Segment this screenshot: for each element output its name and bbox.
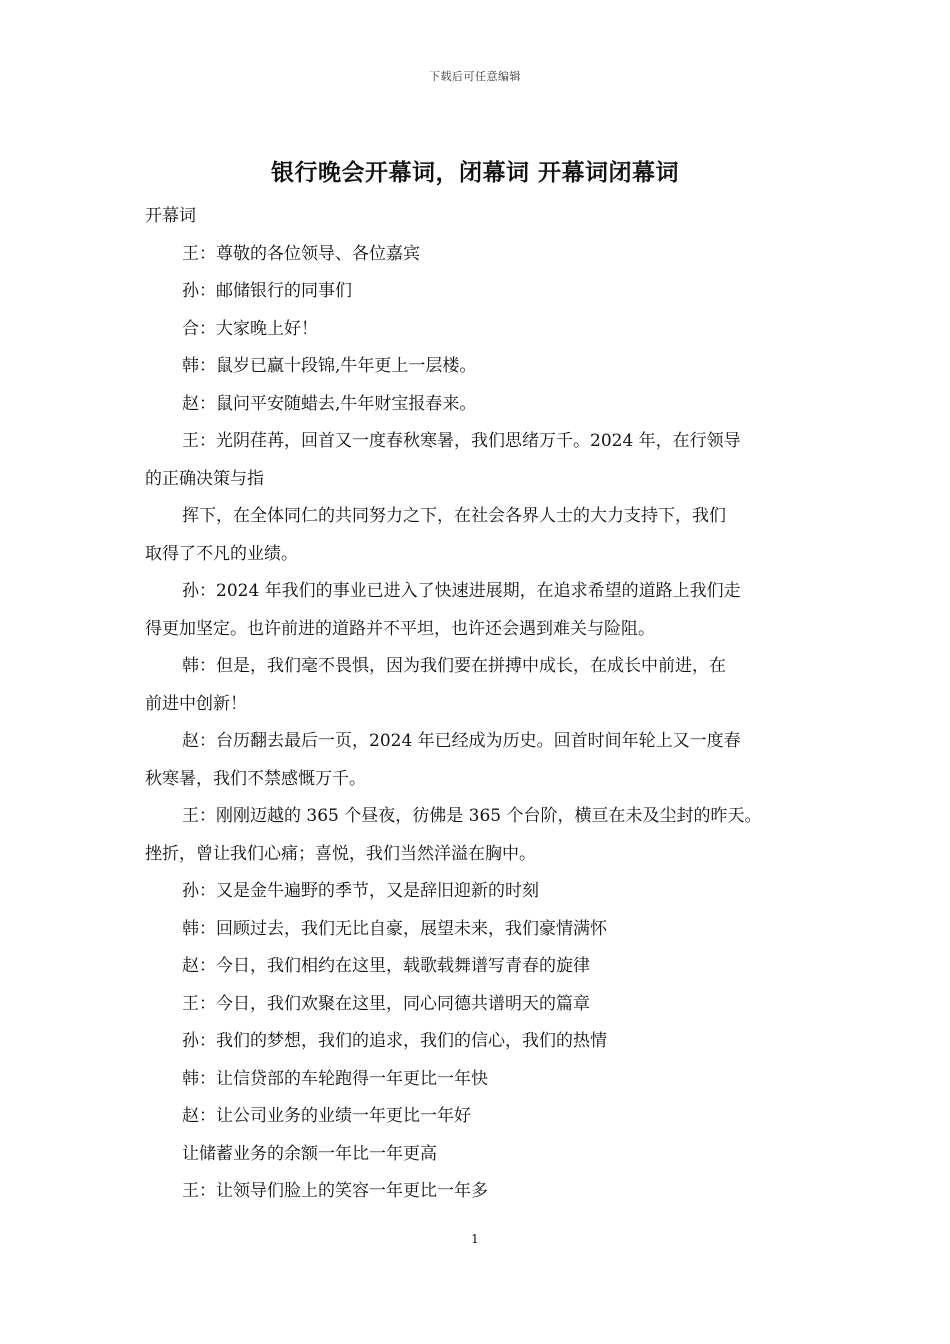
document-title: 银行晚会开幕词，闭幕词 开幕词闭幕词 xyxy=(270,159,679,186)
paragraph-line: 孙：2024 年我们的事业已进入了快速进展期，在追求希望的道路上我们走 xyxy=(182,581,741,601)
paragraph-line: 秋寒暑，我们不禁感慨万千。 xyxy=(145,768,366,789)
paragraph-line: 挥下，在全体同仁的共同努力之下，在社会各界人士的大力支持下，我们 xyxy=(182,506,726,526)
paragraph-line: 韩：让信贷部的车轮跑得一年更比一年快 xyxy=(182,1068,488,1089)
page-header: 下载后可任意编辑 xyxy=(429,70,521,83)
paragraph-line: 王：刚刚迈越的 365 个昼夜，彷佛是 365 个台阶，横亘在未及尘封的昨天。 xyxy=(182,806,762,826)
paragraph-line: 赵：让公司业务的业绩一年更比一年好 xyxy=(182,1106,471,1126)
paragraph-line: 王：今日，我们欢聚在这里，同心同德共谱明天的篇章 xyxy=(182,993,590,1014)
paragraph-line: 挫折，曾让我们心痛；喜悦，我们当然洋溢在胸中。 xyxy=(145,843,536,864)
paragraph-line: 王：尊敬的各位领导、各位嘉宾 xyxy=(182,243,420,264)
page-number: 1 xyxy=(471,1232,479,1246)
paragraph-line: 赵：台历翻去最后一页，2024 年已经成为历史。回首时间年轮上又一度春 xyxy=(182,731,741,751)
paragraph-line: 取得了不凡的业绩。 xyxy=(145,543,298,564)
paragraph-line: 孙：又是金牛遍野的季节，又是辞旧迎新的时刻 xyxy=(182,881,539,901)
paragraph-line: 赵：鼠问平安随蜡去,牛年财宝报春来。 xyxy=(182,393,477,414)
paragraph-line: 韩：回顾过去，我们无比自豪，展望未来，我们豪情满怀 xyxy=(182,918,607,939)
paragraph-line: 前进中创新！ xyxy=(145,693,247,714)
paragraph-line: 的正确决策与指 xyxy=(145,468,264,489)
paragraph-line: 合：大家晚上好！ xyxy=(182,318,318,339)
paragraph-line: 孙：邮储银行的同事们 xyxy=(182,281,352,301)
paragraph-line: 孙：我们的梦想，我们的追求，我们的信心，我们的热情 xyxy=(182,1031,607,1051)
paragraph-line: 韩：鼠岁已赢十段锦,牛年更上一层楼。 xyxy=(182,356,477,376)
paragraph-line: 赵：今日，我们相约在这里，载歌载舞谱写青春的旋律 xyxy=(182,956,590,976)
paragraph-line: 韩：但是，我们毫不畏惧，因为我们要在拼搏中成长，在成长中前进，在 xyxy=(182,656,726,676)
paragraph-line: 得更加坚定。也许前进的道路并不平坦，也许还会遇到难关与险阻。 xyxy=(145,618,655,639)
paragraph-line: 王：让领导们脸上的笑容一年更比一年多 xyxy=(182,1181,488,1201)
paragraph-line: 让储蓄业务的余额一年比一年更高 xyxy=(182,1143,437,1164)
paragraph-line: 王：光阴荏苒，回首又一度春秋寒暑，我们思绪万千。2024 年，在行领导 xyxy=(182,431,741,451)
document-body xyxy=(145,198,821,1211)
section-label: 开幕词 xyxy=(145,206,196,226)
